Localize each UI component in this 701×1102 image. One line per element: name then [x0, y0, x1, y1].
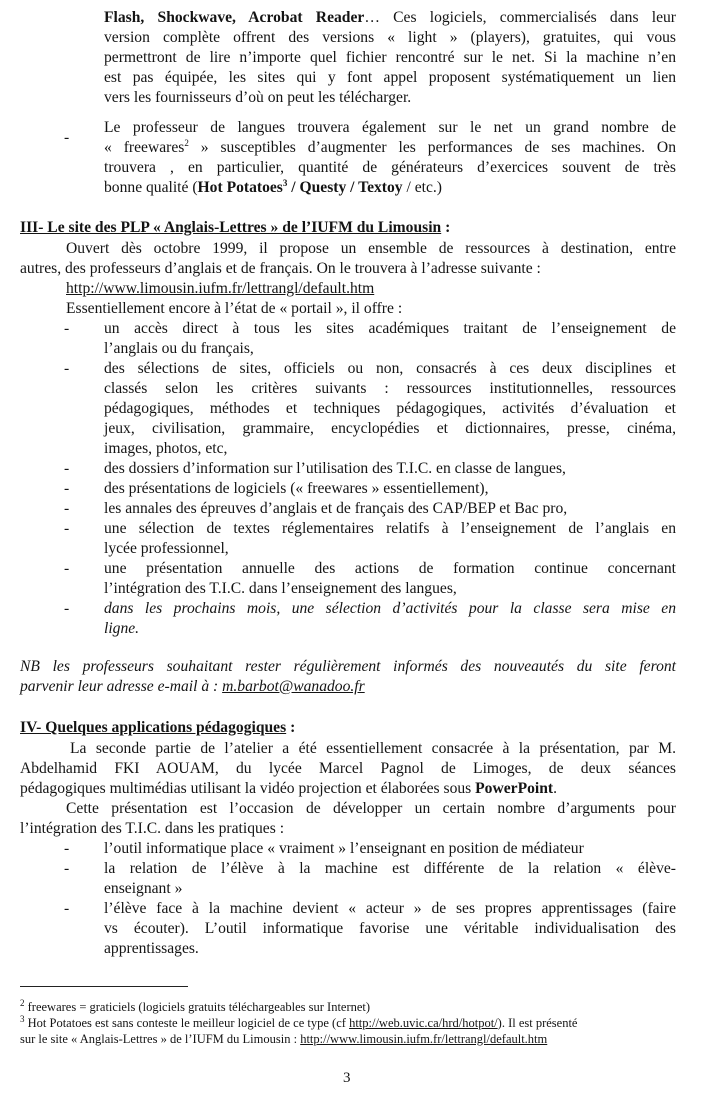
intro-text: vers les fournisseurs d’où on peut les télécharger. — [104, 89, 412, 106]
intro-text: permettront de lire n’importe quel fichier rencontré sur le net. Si la machine n’en — [104, 49, 676, 66]
bullet-dash: - — [64, 500, 70, 517]
section-3-para: Essentiellement encore à l’état de « portail », il offre : — [66, 300, 403, 317]
bullet-dash: - — [64, 600, 70, 617]
list-item-text: l’outil informatique place « vraiment » l’enseignant en position de médiateur — [104, 840, 584, 857]
site-url-link-footnote[interactable]: http://www.limousin.iufm.fr/lettrangl/default.htm — [300, 1032, 548, 1046]
bullet-text: / etc.) — [402, 179, 442, 196]
para-text: pédagogiques multimédias utilisant la vidéo projection et élaborées sous — [20, 780, 476, 797]
list-item — [104, 839, 676, 859]
list-item-text: ligne. — [104, 620, 140, 637]
section-3-para: autres, des professeurs d’anglais et de français. On le trouvera à l’adresse suivante : — [20, 260, 541, 277]
list-item-text: vs écouter). L’outil informatique favorise une véritable individualisation des — [104, 920, 676, 937]
list-item-text: apprentissages. — [104, 940, 199, 957]
intro-text: … Ces logiciels, commercialisés dans leur — [364, 9, 676, 26]
footnote-text: freewares = graticiels (logiciels gratuits téléchargeables sur Internet) — [24, 1000, 371, 1014]
nb-note: NB les professeurs souhaitant rester régulièrement informés des nouveautés du site feront — [20, 658, 676, 675]
footnote-text: ). Il est présenté — [497, 1016, 578, 1030]
list-item-text: des présentations de logiciels (« freewares » essentiellement), — [104, 480, 489, 497]
list-item-text: pédagogiques, méthodes et techniques pédagogiques, activités d’évaluation et — [104, 400, 676, 417]
list-item — [104, 479, 676, 499]
bullet-dash: - — [64, 560, 70, 577]
footnote-number: 3 — [20, 1013, 25, 1024]
footnote-3-cont — [20, 1031, 547, 1047]
list-item — [104, 859, 676, 899]
bullet-dash: - — [64, 460, 70, 477]
list-item-text: des dossiers d’information sur l’utilisation des T.I.C. en classe de langues, — [104, 460, 566, 477]
intro-text: version complète offrent des versions « light » (players), gratuites, qui vous — [104, 29, 676, 46]
bold-software: / Questy / Textoy — [287, 179, 403, 196]
bullet-text: trouvera , en particulier, quantité de générateurs d’exercices souvent de très — [104, 159, 676, 176]
heading-colon: : — [286, 719, 296, 736]
nb-note-line — [20, 677, 365, 697]
list-item-text: les annales des épreuves d’anglais et de français des CAP/BEP et Bac pro, — [104, 500, 568, 517]
bullet-dash: - — [64, 129, 70, 146]
list-item-text: lycée professionnel, — [104, 540, 229, 557]
intro-paragraph — [104, 8, 676, 108]
bullet-text: « freewares — [104, 139, 185, 156]
list-item-text: un accès direct à tous les sites académiques traitant de l’enseignement de — [104, 320, 676, 337]
list-item — [104, 519, 676, 559]
hotpot-url-link[interactable]: http://web.uvic.ca/hrd/hotpot/ — [349, 1016, 498, 1030]
footnote-separator — [20, 986, 188, 987]
para-text: . — [553, 780, 558, 797]
footnote-number: 2 — [20, 997, 25, 1008]
list-item-text: classés selon les critères suivants : ressources institutionnelles, ressources — [104, 380, 676, 397]
footnote-2 — [20, 999, 370, 1015]
section-4-para: La seconde partie de l’atelier a été essentiellement consacrée à la présentation, par M. — [70, 740, 676, 757]
list-item-text: la relation de l’élève à la machine est différente de la relation « élève- — [104, 860, 676, 877]
footnote-ref: 2 — [184, 137, 189, 148]
software-names: Flash, Shockwave, Acrobat Reader — [104, 9, 365, 26]
list-item — [104, 899, 676, 959]
heading-text: III- Le site des PLP « Anglais-Lettres » de l’IUFM du Limousin — [20, 219, 442, 236]
bullet-dash: - — [64, 840, 70, 857]
bullet-dash: - — [64, 900, 70, 917]
heading-text: IV- Quelques applications pédagogiques — [20, 719, 287, 736]
page-number: 3 — [343, 1070, 351, 1086]
section-4-heading — [20, 718, 295, 738]
site-url-link[interactable]: http://www.limousin.iufm.fr/lettrangl/default.htm — [66, 280, 375, 297]
bullet-text: Le professeur de langues trouvera également sur le net un grand nombre de — [104, 119, 676, 136]
list-item-text: l’anglais ou du français, — [104, 340, 254, 357]
footnote-3 — [20, 1015, 577, 1031]
footnote-text: sur le site « Anglais-Lettres » de l’IUFM du Limousin : — [20, 1032, 301, 1046]
heading-colon: : — [441, 219, 451, 236]
list-item-text: jeux, civilisation, grammaire, encyclopédies et dictionnaires, presse, cinéma, — [104, 420, 676, 437]
footnote-ref: 3 — [282, 177, 288, 188]
bullet-dash: - — [64, 320, 70, 337]
list-item-text: dans les prochains mois, une sélection d’activités pour la classe sera mise en — [104, 600, 676, 617]
intro-text: est pas équipée, les sites qui y font appel proposent systématiquement un lien — [104, 69, 676, 86]
section-4-para — [20, 779, 557, 799]
section-4-para: Cette présentation est l’occasion de développer un certain nombre d’arguments pour — [66, 800, 676, 817]
list-item — [104, 459, 676, 479]
nb-text: parvenir leur adresse e-mail à : — [20, 678, 223, 695]
bullet-text: bonne qualité ( — [104, 179, 198, 196]
list-item-text: une sélection de textes réglementaires relatifs à l’enseignement de l’anglais en — [104, 520, 676, 537]
bullet-dash: - — [64, 480, 70, 497]
section-3-para: Ouvert dès octobre 1999, il propose un ensemble de ressources à destination, entre — [66, 240, 676, 257]
bullet-dash: - — [64, 860, 70, 877]
freeware-bullet — [104, 118, 676, 198]
list-item-text: enseignant » — [104, 880, 183, 897]
list-item — [104, 499, 676, 519]
section-3-heading — [20, 218, 450, 238]
list-item — [104, 599, 676, 639]
footnote-text: Hot Potatoes est sans conteste le meilleur logiciel de ce type (cf — [24, 1016, 350, 1030]
list-item — [104, 319, 676, 359]
list-item — [104, 359, 676, 459]
list-item-text: une présentation annuelle des actions de formation continue concernant — [104, 560, 676, 577]
powerpoint-name: PowerPoint — [475, 780, 554, 797]
bold-software: Hot Potatoes — [197, 179, 283, 196]
list-item-text: l’élève face à la machine devient « acteur » de ses propres apprentissages (faire — [104, 900, 676, 917]
section-4-para: l’intégration des T.I.C. dans les pratiques : — [20, 820, 285, 837]
list-item-text: images, photos, etc, — [104, 440, 228, 457]
list-item-text: l’intégration des T.I.C. dans l’enseignement des langues, — [104, 580, 457, 597]
bullet-dash: - — [64, 360, 70, 377]
list-item-text: des sélections de sites, officiels ou non, consacrés à ces deux disciplines et — [104, 360, 676, 377]
email-link[interactable]: m.barbot@wanadoo.fr — [222, 678, 365, 695]
section-4-para: Abdelhamid FKI AOUAM, du lycée Marcel Pagnol de Limoges, de deux séances — [20, 760, 676, 777]
bullet-dash: - — [64, 520, 70, 537]
list-item — [104, 559, 676, 599]
bullet-text: » susceptibles d’augmenter les performances de ses machines. On — [188, 139, 676, 156]
